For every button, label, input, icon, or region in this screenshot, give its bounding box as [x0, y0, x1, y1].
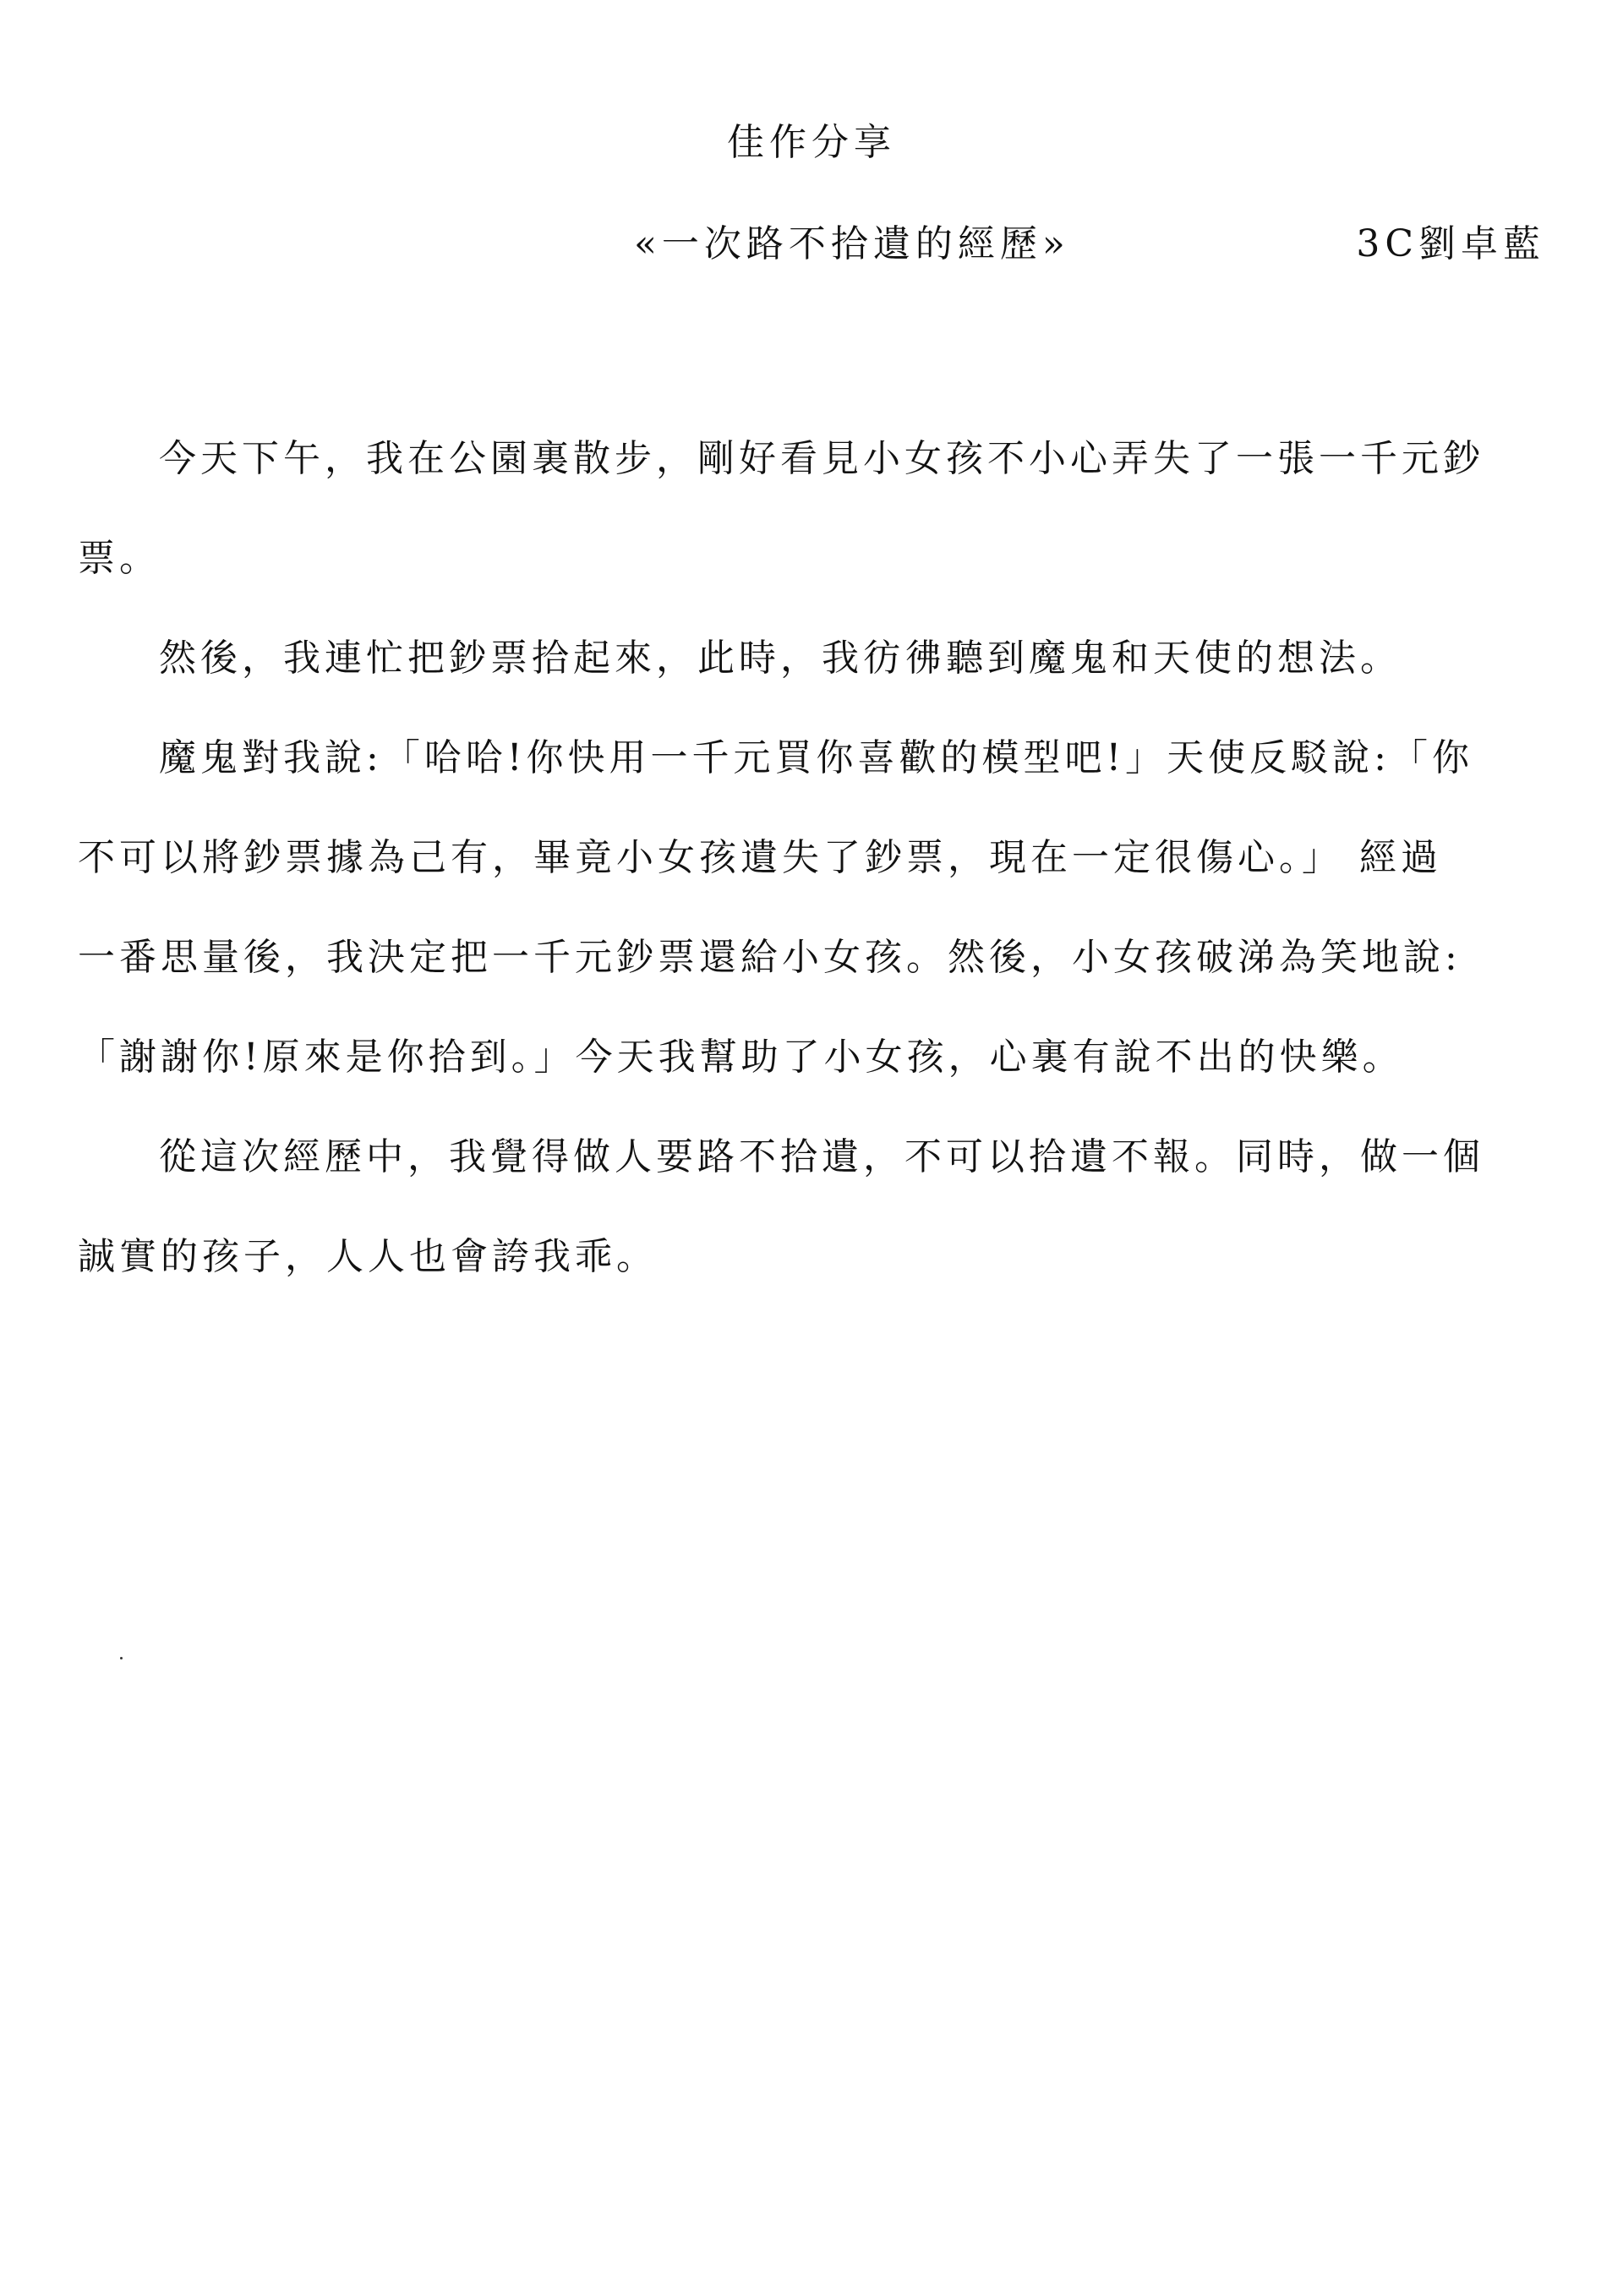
essay-line: 今天下午，我在公園裏散步，剛好看見小女孩不小心弄失了一張一千元鈔 [159, 437, 1484, 480]
author-name: 3C劉卓藍 [1356, 222, 1545, 265]
essay-line: 然後，我連忙把鈔票拾起來，此時，我彷彿聽到魔鬼和天使的想法。 [159, 637, 1402, 680]
essay-line: 魔鬼對我說:「哈哈!你快用一千元買你喜歡的模型吧!」天使反駁說:「你 [159, 736, 1474, 779]
essay-line: 「謝謝你!原來是你拾到。」今天我幫助了小女孩，心裏有說不出的快樂。 [78, 1036, 1404, 1079]
essay-title: «一次路不拾遺的經歷» [634, 222, 1070, 265]
scan-speck [120, 1657, 123, 1659]
title-line [0, 213, 1623, 264]
section-heading: 佳作分享 [727, 121, 896, 164]
essay-line: 誠實的孩子，人人也會誇我乖。 [78, 1235, 658, 1278]
essay-line: 從這次經歷中，我覺得做人要路不拾遺，不可以拾遺不報。同時，做一個 [159, 1135, 1484, 1178]
essay-line: 不可以將鈔票據為己有，畢竟小女孩遺失了鈔票，現在一定很傷心。」 經過 [78, 836, 1442, 879]
essay-body [78, 409, 1555, 1307]
essay-line: 票。 [78, 537, 161, 580]
essay-line: 一番思量後，我決定把一千元鈔票還給小女孩。然後，小女孩破涕為笑地說: [78, 936, 1462, 979]
